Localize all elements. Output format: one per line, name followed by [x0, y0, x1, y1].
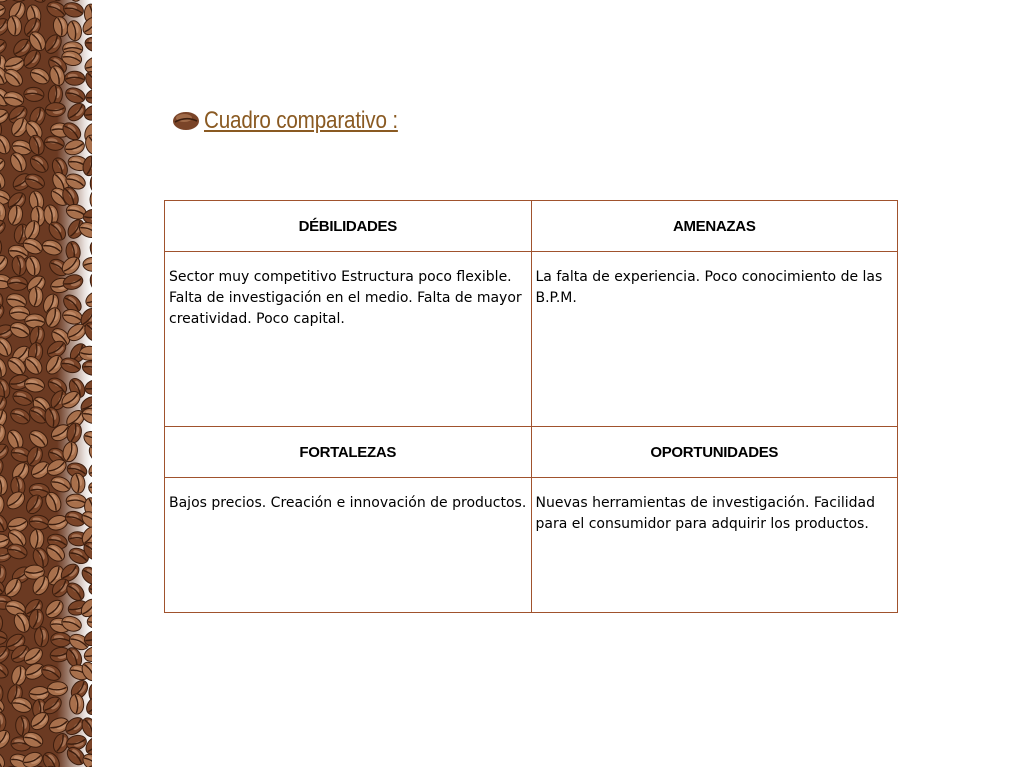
table-row	[165, 478, 898, 613]
cell-fortalezas: Bajos precios. Creación e innovación de productos.	[165, 478, 532, 613]
title-row	[172, 104, 429, 138]
cell-amenazas: La falta de experiencia. Poco conocimiento de las B.P.M.	[531, 252, 898, 427]
coffee-beans-border	[0, 0, 92, 767]
swot-table-container	[164, 200, 898, 613]
header-fortalezas: FORTALEZAS	[165, 427, 532, 478]
header-debilidades: DÉBILIDADES	[165, 201, 532, 252]
slide-title: Cuadro comparativo :	[204, 107, 398, 134]
coffee-bean-icon	[172, 110, 200, 132]
header-amenazas: AMENAZAS	[531, 201, 898, 252]
table-header-row	[165, 427, 898, 478]
table-row	[165, 252, 898, 427]
header-oportunidades: OPORTUNIDADES	[531, 427, 898, 478]
table-header-row	[165, 201, 898, 252]
cell-oportunidades: Nuevas herramientas de investigación. Facilidad para el consumidor para adquirir los productos.	[531, 478, 898, 613]
swot-table	[164, 200, 898, 613]
cell-debilidades: Sector muy competitivo Estructura poco flexible. Falta de investigación en el medio. Falta de mayor creatividad. Poco capital.	[165, 252, 532, 427]
coffee-beans-image	[0, 0, 92, 767]
